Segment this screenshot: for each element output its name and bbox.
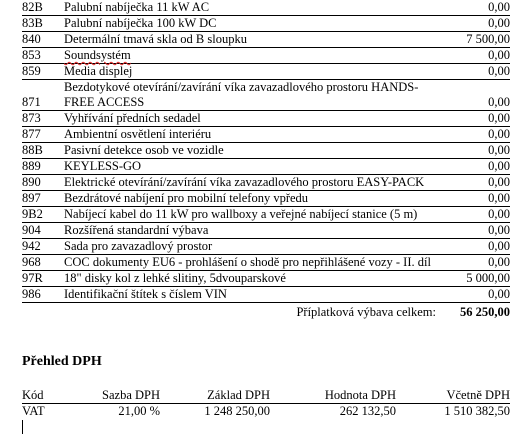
vat-header-total: Včetně DPH	[446, 388, 510, 402]
item-price: 0,00	[488, 127, 510, 141]
item-description	[64, 0, 432, 16]
total-row	[22, 303, 510, 320]
item-description-text: Vyhřívání předních sedadel	[64, 111, 201, 125]
vat-header-rate: Sazba DPH	[102, 388, 160, 402]
item-description-text: COC dokumenty EU6 - prohlášení o shodě pro nepřihlášené vozy - II. díl	[64, 255, 431, 269]
item-code: 853	[22, 48, 41, 62]
vat-summary-title: Přehled DPH	[22, 354, 102, 369]
item-price: 0,00	[488, 191, 510, 205]
item-description	[64, 127, 432, 143]
item-description-text: Sada pro zavazadlový prostor	[64, 239, 213, 253]
table-row	[22, 16, 510, 32]
item-description-text: Determální tmavá skla od B sloupku	[64, 32, 247, 46]
table-row	[22, 111, 510, 127]
vat-header-amount: Hodnota DPH	[324, 388, 396, 402]
item-description	[64, 207, 432, 223]
table-row	[22, 32, 510, 48]
item-price: 0,00	[488, 255, 510, 269]
vat-total: 1 510 382,50	[444, 404, 510, 418]
table-row	[22, 287, 510, 303]
vat-rate: 21,00 %	[118, 404, 160, 418]
item-description	[64, 223, 432, 239]
document	[22, 0, 510, 418]
table-row	[22, 223, 510, 239]
item-description	[64, 143, 432, 159]
item-description	[64, 64, 432, 80]
item-price: 0,00	[488, 239, 510, 253]
table-row	[22, 127, 510, 143]
item-code: 88B	[22, 143, 43, 157]
table-row	[22, 191, 510, 207]
item-code: 889	[22, 159, 41, 173]
item-description	[64, 32, 432, 48]
item-description-text: Identifikační štítek s číslem VIN	[64, 287, 227, 301]
item-code: 968	[22, 255, 41, 269]
table-row	[22, 80, 510, 111]
item-code: 986	[22, 287, 41, 301]
item-description-text: Elektrické otevírání/zavírání víka zavazadlového prostoru EASY-PACK	[64, 175, 425, 189]
item-description-text: Rozšířená standardní výbava	[64, 223, 209, 237]
item-description	[64, 175, 432, 191]
item-description-text: Nabíjecí kabel do 11 kW pro wallboxy a veřejné nabíjecí stanice (5 m)	[64, 207, 418, 221]
item-description-text: Media displej	[64, 64, 133, 78]
item-code: 942	[22, 239, 41, 253]
text-cursor	[22, 420, 23, 434]
item-price: 0,00	[488, 175, 510, 189]
item-description-text: 18" disky kol z lehké slitiny, 5dvouparskové	[64, 271, 286, 285]
item-description-text: Palubní nabíječka 11 kW AC	[64, 0, 210, 14]
table-row	[22, 255, 510, 271]
item-price: 0,00	[488, 111, 510, 125]
item-description	[64, 48, 432, 64]
item-price: 0,00	[488, 16, 510, 30]
item-description-text: KEYLESS-GO	[64, 159, 142, 173]
total-label: Příplatková výbava celkem:	[296, 305, 436, 319]
item-price: 0,00	[488, 64, 510, 78]
table-row	[22, 48, 510, 64]
table-row	[22, 64, 510, 80]
equipment-table	[22, 0, 510, 303]
vat-base: 1 248 250,00	[204, 404, 270, 418]
total-value: 56 250,00	[460, 305, 510, 319]
table-row	[22, 239, 510, 255]
item-description	[64, 159, 432, 175]
item-description	[64, 80, 432, 111]
table-row	[22, 0, 510, 16]
item-description	[64, 255, 432, 271]
item-description	[64, 111, 432, 127]
vat-row	[22, 404, 510, 420]
vat-amount: 262 132,50	[339, 404, 396, 418]
item-price: 7 500,00	[466, 32, 510, 46]
item-code: 9B2	[22, 207, 43, 221]
item-price: 0,00	[488, 159, 510, 173]
item-code: 97R	[22, 271, 43, 285]
item-description-text: Bezdotykové otevírání/zavírání víka zavazadlového prostoru HANDS-FREE ACCESS	[64, 80, 419, 109]
item-description-text: Pasivní detekce osob ve vozidle	[64, 143, 224, 157]
vat-table	[22, 388, 510, 419]
table-row	[22, 271, 510, 287]
item-price: 0,00	[488, 95, 510, 109]
item-description-text: Ambientní osvětlení interiéru	[64, 127, 212, 141]
table-row	[22, 159, 510, 175]
item-price: 0,00	[488, 143, 510, 157]
item-code: 871	[22, 95, 41, 109]
vat-header-base: Základ DPH	[207, 388, 270, 402]
item-code: 840	[22, 32, 41, 46]
item-code: 877	[22, 127, 41, 141]
item-description	[64, 271, 432, 287]
item-code: 897	[22, 191, 41, 205]
table-row	[22, 143, 510, 159]
item-description	[64, 191, 432, 207]
item-code: 890	[22, 175, 41, 189]
item-code: 83B	[22, 16, 43, 30]
item-description-text: Soundsystém	[64, 48, 131, 62]
item-price: 0,00	[488, 207, 510, 221]
item-price: 0,00	[488, 287, 510, 301]
item-code: 859	[22, 64, 41, 78]
vat-code: VAT	[22, 404, 45, 418]
item-price: 0,00	[488, 223, 510, 237]
item-code: 904	[22, 223, 41, 237]
item-description-text: Palubní nabíječka 100 kW DC	[64, 16, 217, 30]
item-price: 0,00	[488, 0, 510, 14]
item-price: 5 000,00	[466, 271, 510, 285]
item-description-text: Bezdrátové nabíjení pro mobilní telefony vpředu	[64, 191, 309, 205]
item-code: 873	[22, 111, 41, 125]
item-description	[64, 16, 432, 32]
vat-header-code: Kód	[22, 388, 44, 402]
table-row	[22, 207, 510, 223]
item-description	[64, 287, 432, 303]
item-description	[64, 239, 432, 255]
table-row	[22, 175, 510, 191]
vat-header-row	[22, 388, 510, 404]
item-code: 82B	[22, 0, 43, 14]
item-price: 0,00	[488, 48, 510, 62]
